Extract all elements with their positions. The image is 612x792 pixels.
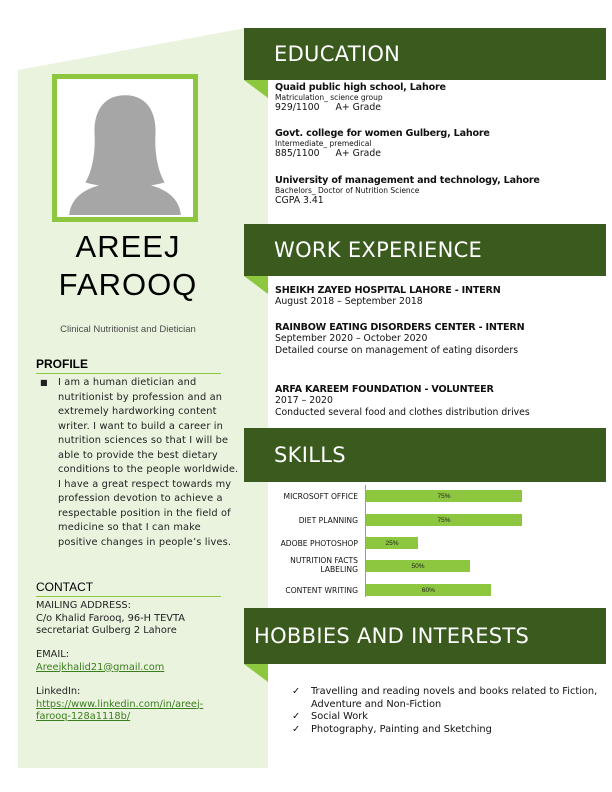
skill-track [366, 537, 566, 549]
skill-value-label: 75% [437, 516, 451, 524]
hobby-text: Social Work [311, 711, 368, 722]
mailing-line: C/o Khalid Farooq, 96-H TEVTA [36, 612, 185, 624]
profile-photo [52, 74, 198, 222]
work-entry [275, 384, 595, 419]
skill-label: NUTRITION FACTS LABELING [290, 556, 358, 574]
linkedin-link[interactable]: https://www.linkedin.com/in/areej- [36, 698, 204, 710]
email-block [36, 649, 236, 674]
work-heading: WORK EXPERIENCE [274, 238, 483, 262]
work-dates: 2017 – 2020 [275, 395, 333, 406]
skill-bar [366, 584, 491, 596]
skill-row [270, 537, 600, 551]
profile-heading: PROFILE [36, 357, 221, 374]
linkedin-block [36, 686, 236, 724]
skill-track [366, 560, 566, 572]
hobbies-heading: HOBBIES AND INTERESTS [254, 624, 530, 648]
mailing-line: secretariat Gulberg 2 Lahore [36, 625, 177, 636]
work-entry [275, 285, 595, 308]
work-title: RAINBOW EATING DISORDERS CENTER - INTERN [275, 322, 525, 333]
skill-row [270, 514, 600, 528]
work-banner [244, 224, 606, 276]
skill-label: CONTENT WRITING [285, 586, 358, 595]
profile-text-block [40, 376, 240, 550]
skill-row [270, 556, 600, 574]
email-label: EMAIL: [36, 649, 69, 660]
skill-track [366, 490, 566, 502]
mailing-label: MAILING ADDRESS: [36, 600, 131, 611]
work-dates: August 2018 – September 2018 [275, 296, 423, 307]
education-entry [275, 175, 595, 207]
work-title: SHEIKH ZAYED HOSPITAL LAHORE - INTERN [275, 285, 501, 296]
email-link[interactable]: Areejkhalid21@gmail.com [36, 661, 165, 673]
program-name: Intermediate_ premedical [275, 139, 372, 148]
education-heading: EDUCATION [274, 42, 401, 66]
program-name: Bachelors_ Doctor of Nutrition Science [275, 186, 420, 195]
program-name: Matriculation_ science group [275, 93, 383, 102]
skill-row [270, 490, 600, 504]
skills-heading: SKILLS [274, 443, 346, 467]
skill-bar [366, 560, 470, 572]
hobby-text: Photography, Painting and Sketching [311, 723, 492, 735]
marks: CGPA 3.41 [275, 195, 324, 206]
name-last: FAROOQ [58, 267, 198, 302]
linkedin-link[interactable]: farooq-128a1118b/ [36, 711, 131, 722]
work-description: Conducted several food and clothes distribution drives [275, 407, 530, 418]
hobby-list [292, 686, 602, 736]
profile-text: I am a human dietician and nutritionist by profession and an extremely hardworking content writer. I want to build a career in nutrition sciences so that I will be able to provide the best dietary conditions to the people worldwide. I have a great respect towards my profession devotion to achieve a respectable position in the field of medicine so that I can make positive changes in people’s lives. [58, 377, 239, 548]
skill-value-label: 50% [411, 562, 425, 570]
skill-bar [366, 514, 522, 526]
square-bullet-icon: ■ [40, 378, 48, 387]
education-banner [244, 28, 606, 80]
skill-track [366, 584, 566, 596]
mailing-address [36, 600, 236, 638]
hobby-item [292, 724, 602, 737]
contact-heading: CONTACT [36, 580, 221, 597]
work-title: ARFA KAREEM FOUNDATION - VOLUNTEER [275, 384, 494, 395]
work-dates: September 2020 – October 2020 [275, 333, 428, 344]
skill-label: MICROSOFT OFFICE [283, 492, 358, 501]
school-name: Quaid public high school, Lahore [275, 82, 446, 93]
grade: A+ Grade [335, 148, 381, 159]
work-entry [275, 322, 595, 357]
skill-label: ADOBE PHOTOSHOP [280, 539, 358, 548]
skill-bar [366, 490, 522, 502]
job-title: Clinical Nutritionist and Dietician [60, 324, 196, 335]
education-entry [275, 128, 595, 160]
skill-value-label: 25% [385, 539, 399, 547]
candidate-name [30, 228, 226, 304]
skills-banner [244, 428, 606, 482]
linkedin-label: LinkedIn: [36, 686, 81, 697]
check-icon: ✓ [292, 711, 301, 722]
marks: 929/1100 [275, 102, 320, 113]
name-first: AREEJ [75, 229, 181, 264]
work-description: Detailed course on management of eating disorders [275, 345, 519, 356]
check-icon: ✓ [292, 686, 301, 697]
check-icon: ✓ [292, 723, 301, 735]
skill-value-label: 75% [437, 492, 451, 500]
hobbies-banner [244, 608, 606, 664]
education-entry [275, 82, 595, 114]
person-silhouette-icon [59, 81, 191, 215]
skill-bar [366, 537, 418, 549]
skill-label: DIET PLANNING [298, 516, 358, 525]
hobby-text: Travelling and reading novels and books related to Fiction, Adventure and Non-Fiction [311, 686, 598, 710]
skill-row [270, 584, 600, 598]
skill-value-label: 60% [421, 586, 435, 594]
school-name: Govt. college for women Gulberg, Lahore [275, 128, 490, 139]
hobby-item [292, 711, 602, 724]
skill-track [366, 514, 566, 526]
school-name: University of management and technology, Lahore [275, 175, 540, 186]
marks: 885/1100 [275, 148, 320, 159]
hobby-item [292, 686, 602, 711]
grade: A+ Grade [335, 102, 381, 113]
